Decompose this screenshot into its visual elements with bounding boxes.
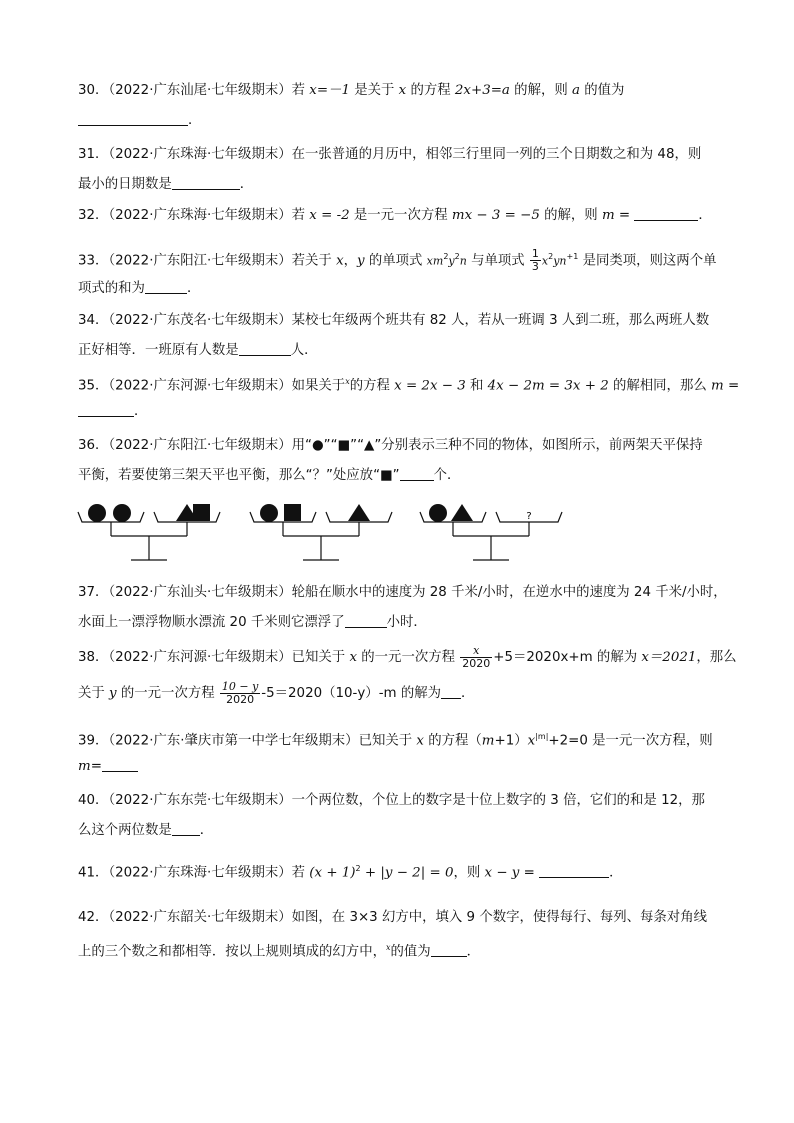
question-36: 36．（2022·广东阳江·七年级期末）用“●”“■”“▲”分别表示三种不同的物体，如图所示，前两架天平保持 平衡，若要使第三架天平也平衡，那么“？”处应放“■” 个．	[78, 438, 703, 483]
square-icon	[284, 504, 301, 521]
question-number: 37．	[78, 585, 109, 600]
question-number: 36．	[78, 438, 109, 453]
question-source: （2022·广东东莞·七年级期末）	[108, 793, 292, 808]
question-number: 41．	[78, 865, 109, 881]
question-33: 33．（2022·广东阳江·七年级期末）若关于 x，y 的单项式 $xm^2y^2n$ 与单项式 $\frac{1}{3}$ $x^2yn^{+1}$ 是同类项，则这两个单 项式的和为 ．	[78, 246, 717, 296]
answer-blank[interactable]	[539, 861, 609, 878]
fraction: $\frac{10 - y}{2020}$	[221, 679, 259, 706]
question-42: 42．（2022·广东韶关·七年级期末）如图，在 3×3 幻方中，填入 9 个数字，使得每行、每列、每条对角线 上的三个数之和都相等．按以上规则填成的幻方中，$^x$的值为 ．	[78, 910, 707, 960]
question-source: （2022·广东汕尾·七年级期末）	[108, 83, 292, 98]
answer-blank[interactable]	[78, 109, 188, 126]
question-37: 37．（2022·广东汕头·七年级期末）轮船在顺水中的速度为 28 千米/小时，在逆水中的速度为 24 千米/小时， 水面上一漂浮物顺水漂流 20 千米则它漂浮了 小时．	[78, 585, 727, 630]
answer-blank[interactable]	[172, 819, 200, 836]
question-number: 32．	[78, 208, 109, 223]
circle-icon	[260, 504, 278, 522]
question-number: 31．	[78, 147, 109, 162]
question-32: 32．（2022·广东珠海·七年级期末）若 x = -2 是一元一次方程 mx − 3 = −5 的解，则 m = ．	[78, 201, 718, 231]
square-icon	[193, 504, 210, 521]
question-source: （2022·广东·肇庆市第一中学七年级期末）	[108, 733, 359, 749]
question-34: 34．（2022·广东茂名·七年级期末）某校七年级两个班共有 82 人，若从一班调 3 人到二班，那么两班人数 正好相等．一班原有人数是 人．	[78, 313, 710, 358]
question-number: 35．	[78, 378, 109, 394]
answer-blank[interactable]	[345, 611, 387, 628]
answer-blank[interactable]	[78, 400, 134, 417]
balance-scales-figure	[76, 496, 566, 568]
triangle-icon	[451, 504, 473, 521]
question-41: 41．（2022·广东珠海·七年级期末）若 $(x + 1)^2 + |y - 2| = 0$，则 x − y = ．	[78, 854, 718, 884]
fraction: $\frac{x}{2020}$	[462, 643, 491, 670]
circle-icon	[429, 504, 447, 522]
question-number: 40．	[78, 793, 109, 808]
answer-blank[interactable]	[239, 339, 291, 356]
answer-blank[interactable]	[102, 755, 138, 772]
question-source: （2022·广东河源·七年级期末）	[108, 650, 292, 665]
question-number: 39．	[78, 733, 109, 749]
circle-icon	[113, 504, 131, 522]
question-number: 30．	[78, 83, 109, 98]
answer-blank[interactable]	[400, 464, 434, 481]
circle-icon	[88, 504, 106, 522]
question-source: （2022·广东珠海·七年级期末）	[108, 865, 292, 881]
question-source: （2022·广东阳江·七年级期末）	[108, 253, 292, 269]
answer-blank[interactable]	[145, 277, 187, 294]
question-number: 34．	[78, 313, 109, 328]
question-31: 31．（2022·广东珠海·七年级期末）在一张普通的月历中，相邻三行里同一列的三个日期数之和为 48，则 最小的日期数是 ．	[78, 147, 702, 192]
question-source: （2022·广东汕头·七年级期末）	[108, 585, 292, 600]
question-number: 38．	[78, 650, 109, 665]
question-number: 33．	[78, 253, 109, 269]
question-source: （2022·广东韶关·七年级期末）	[108, 910, 292, 925]
triangle-icon	[348, 504, 370, 521]
question-30: 30．（2022·广东汕尾·七年级期末）若 x=－1 是关于 x 的方程 2x+3=a 的解，则 a 的值为 ．	[78, 83, 625, 128]
question-source: （2022·广东珠海·七年级期末）	[108, 208, 292, 223]
question-40: 40．（2022·广东东莞·七年级期末）一个两位数，个位上的数字是十位上数字的 3 倍，它们的和是 12，那 么这个两位数是 ．	[78, 793, 705, 838]
answer-blank[interactable]	[431, 940, 467, 957]
question-number: 42．	[78, 910, 109, 925]
question-35: 35．（2022·广东河源·七年级期末）如果关于$^x$的方程 x = 2x − 3 和 4x − 2m = 3x + 2 的解相同，那么 m = ．	[78, 377, 740, 419]
question-source: （2022·广东茂名·七年级期末）	[108, 313, 292, 328]
answer-blank[interactable]	[634, 204, 698, 221]
question-source: （2022·广东阳江·七年级期末）	[108, 438, 292, 453]
question-38: 38．（2022·广东河源·七年级期末）已知关于 x 的一元一次方程 $\frac{x}{2020}$ +5＝2020x+m 的解为 x＝2021，那么 关于 y 的一元一次方程 $\frac{10 - y}{2020}$ -5＝2020（10-y）-m 的解为 ．	[78, 643, 737, 706]
answer-blank[interactable]	[441, 682, 461, 699]
fraction: $\frac{1}{3}$	[531, 246, 539, 273]
question-mark: ?	[526, 511, 532, 522]
question-source: （2022·广东珠海·七年级期末）	[108, 147, 292, 162]
answer-blank[interactable]	[172, 173, 240, 190]
question-source: （2022·广东河源·七年级期末）	[108, 378, 292, 394]
question-39: 39．（2022·广东·肇庆市第一中学七年级期末）已知关于 x 的方程$(m+1)x^{|m|}+2=0$ 是一元一次方程，则 m=	[78, 732, 713, 774]
